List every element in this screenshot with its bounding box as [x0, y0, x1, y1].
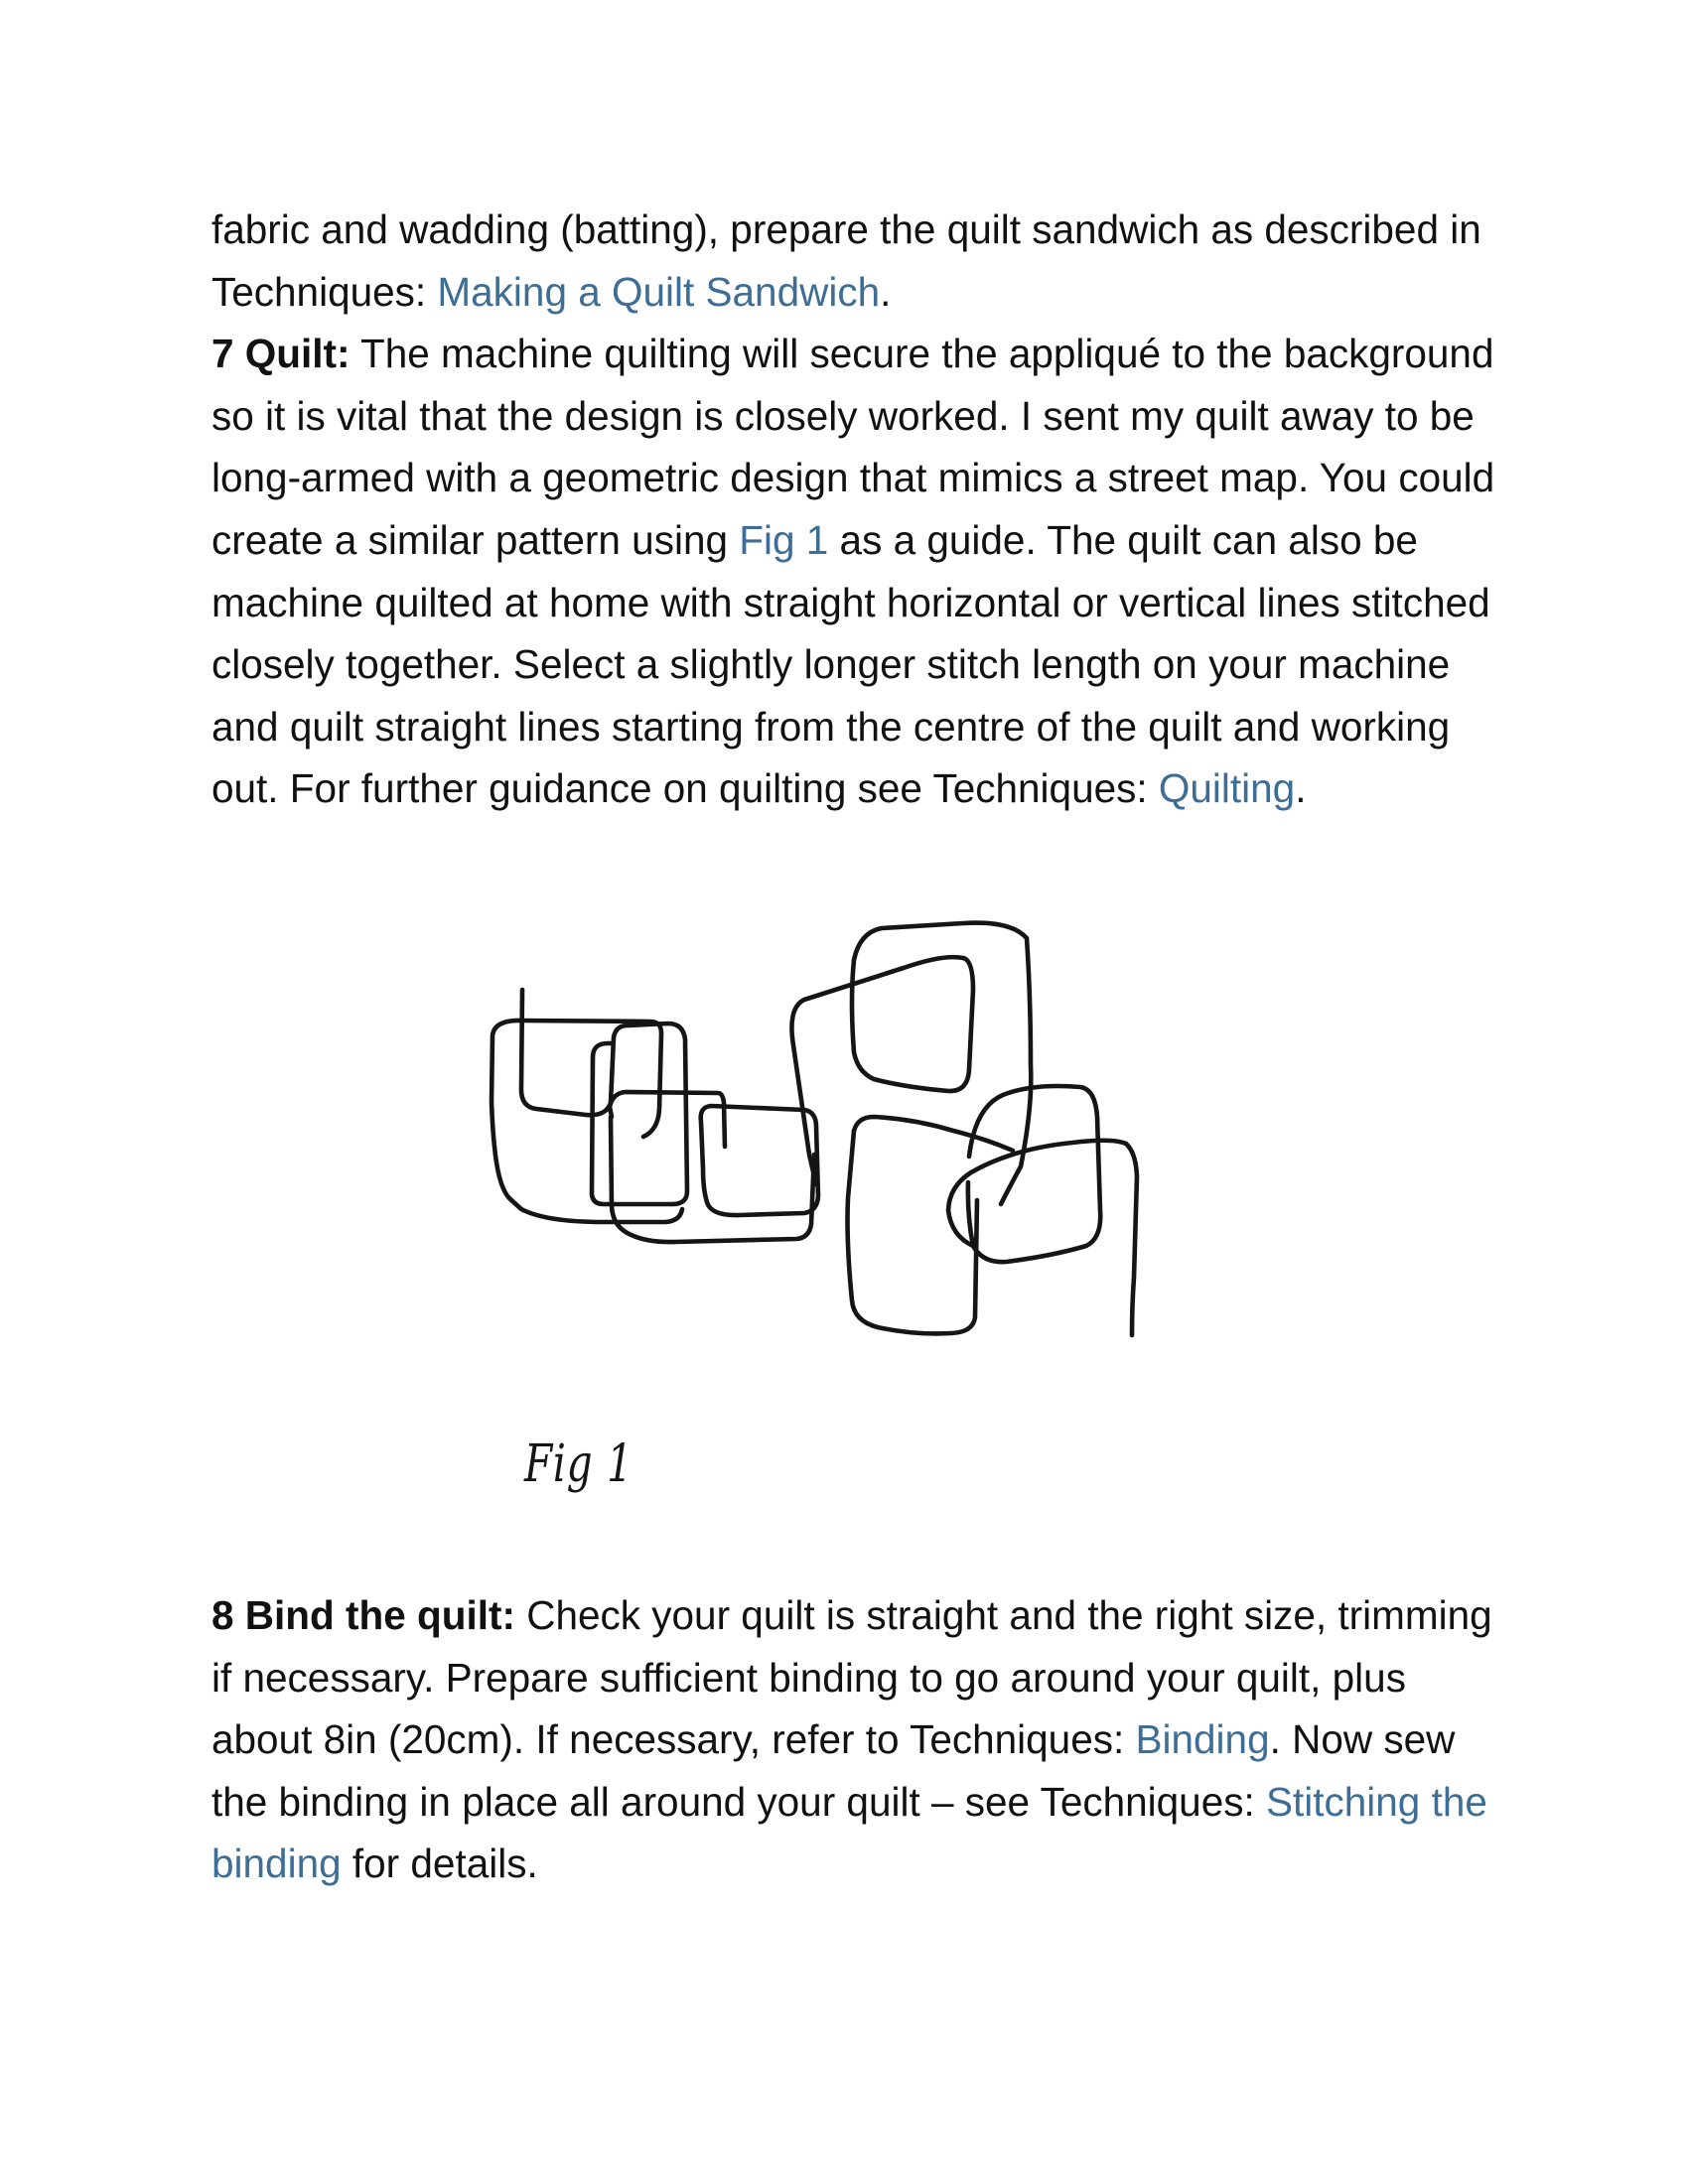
quilting-pattern-sketch-icon — [477, 908, 1211, 1524]
paragraph-text: fabric and wadding (batting), prepare the quilt sandwich as described in Techniques: — [211, 206, 1481, 315]
stitching-the-binding-link[interactable]: Stitching the binding — [211, 1778, 1487, 1887]
step-7-paragraph — [211, 323, 1502, 820]
step-8-paragraph — [211, 1584, 1502, 1895]
step-7-text-continued: as a guide. The quilt can also be machine quilted at home with straight horizontal or vertical lines stitched closely together. Select a slightly longer stitch length on your machine and quilt straight lines starting from the centre of the quilt and working out. For further guidance on quilting see Techniques: — [211, 516, 1490, 812]
fig-1-link[interactable]: Fig 1 — [739, 516, 829, 563]
figure-caption: Fig 1 — [524, 1434, 633, 1494]
step-7-heading: 7 Quilt: — [211, 331, 351, 377]
step-8-heading: 8 Bind the quilt: — [211, 1592, 515, 1638]
step-8-text-end: for details. — [341, 1841, 538, 1887]
top-text-block — [211, 199, 1502, 820]
quilting-link[interactable]: Quilting — [1158, 765, 1296, 812]
step-7-punctuation: . — [1295, 765, 1307, 812]
step-8-text: Check your quilt is straight and the right size, trimming if necessary. Prepare sufficient binding to go around your quilt, plus about 8in (20cm). If necessary, refer to Techniques: — [211, 1592, 1492, 1763]
binding-link[interactable]: Binding — [1135, 1716, 1270, 1763]
paragraph-quilt-sandwich — [211, 199, 1502, 323]
bottom-text-block — [211, 1584, 1502, 1895]
paragraph-punctuation: . — [880, 268, 892, 315]
figure-1 — [477, 908, 1211, 1524]
making-quilt-sandwich-link[interactable]: Making a Quilt Sandwich — [437, 268, 881, 315]
step-7-text: The machine quilting will secure the appliqué to the background so it is vital that the design is closely worked. I sent my quilt away to be long-armed with a geometric design that mimics a street map. You could create a similar pattern using — [211, 331, 1495, 563]
step-8-text-continued: . Now sew the binding in place all around your quilt – see Techniques: — [211, 1716, 1456, 1825]
